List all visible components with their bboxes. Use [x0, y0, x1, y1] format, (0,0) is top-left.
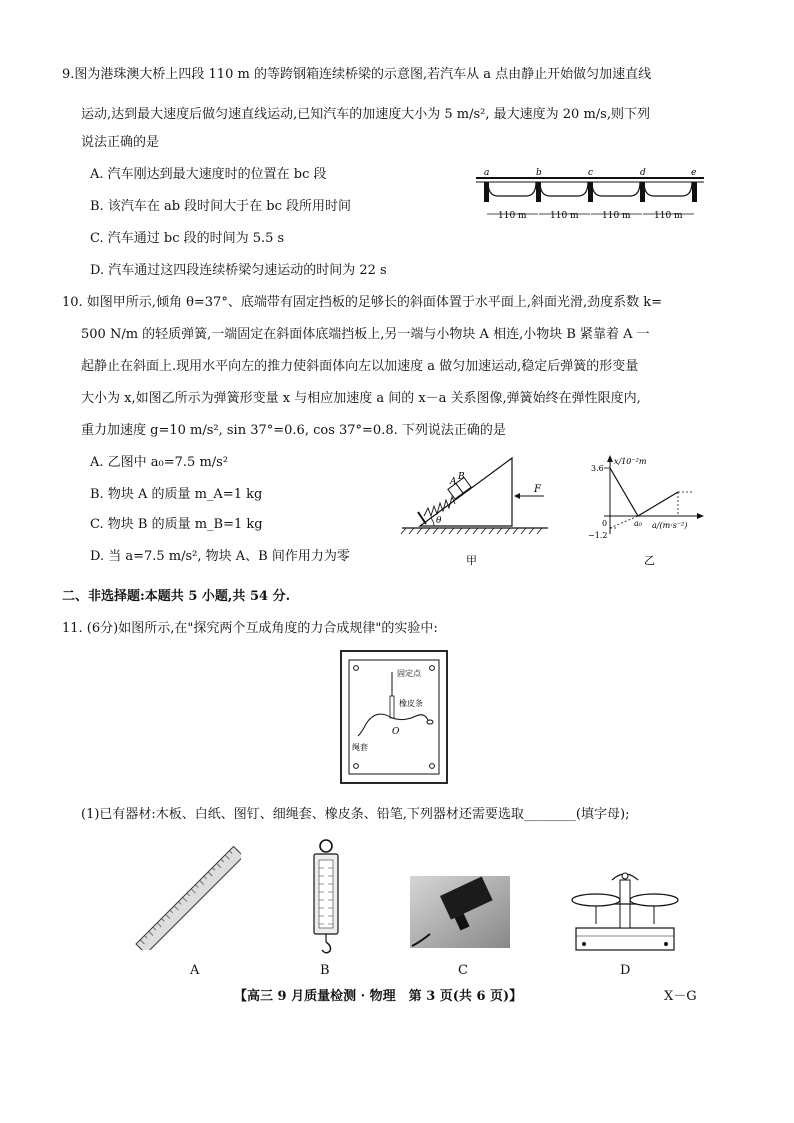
bridge-point-a: a [484, 168, 490, 178]
spring-scale-image [306, 838, 346, 956]
label-rope-loop: 绳套 [352, 743, 368, 752]
footer-code: X－G [664, 989, 697, 1004]
q9-line2: 运动,达到最大速度后做匀速直线运动,已知汽车的加速度大小为 5 m/s², 最大速度为 20 m/s,则下列 [81, 107, 650, 122]
label-rubber-band: 橡皮条 [399, 699, 423, 708]
bridge-point-d: d [640, 168, 646, 178]
footer-title: 【高三 9 月质量检测 · 物理 第 3 页(共 6 页)】 [234, 989, 523, 1004]
q9-line3: 说法正确的是 [81, 135, 160, 150]
q11-sub1: (1)已有器材:木板、白纸、图钉、细绳套、橡皮条、铅笔,下列器材还需要选取________(填字母); [81, 807, 630, 822]
yi-x-axis-label: a/(m·s⁻²) [652, 521, 688, 530]
yi-origin: 0 [602, 519, 608, 528]
label-fixed-point: 固定点 [397, 669, 421, 678]
bridge-span-1: 110 m [498, 211, 527, 221]
bridge-span-3: 110 m [602, 211, 631, 221]
balance-image [562, 866, 688, 956]
yi-tick-top: 3.6 [591, 464, 604, 473]
bridge-span-2: 110 m [550, 211, 579, 221]
q11-line1: 11. (6分)如图所示,在"探究两个互成角度的力合成规律"的实验中: [62, 621, 438, 636]
timer-device-image [410, 876, 510, 948]
bridge-point-c: c [588, 168, 594, 178]
jia-label-f: F [534, 484, 541, 495]
q9-option-c: C. 汽车通过 bc 段的时间为 5.5 s [90, 231, 285, 246]
q9-option-b: B. 该汽车在 ab 段时间大于在 bc 段所用时间 [90, 199, 352, 214]
yi-tick-a0: a₀ [634, 519, 642, 528]
q9-line1: 9.图为港珠澳大桥上四段 110 m 的等跨钢箱连续桥梁的示意图,若汽车从 a 点由静止开始做匀加速直线 [62, 67, 652, 82]
label-point-o: O [392, 727, 400, 737]
jia-label-a: A [450, 477, 457, 487]
q10-option-a: A. 乙图中 a₀=7.5 m/s² [90, 455, 229, 470]
q9-option-d: D. 汽车通过这四段连续桥梁匀速运动的时间为 22 s [90, 263, 387, 278]
ruler-image [126, 840, 241, 950]
yi-tick-bottom: −1.2 [588, 531, 608, 540]
experiment-board [340, 650, 450, 785]
figure-yi-graph [588, 452, 708, 572]
bridge-point-b: b [536, 168, 542, 178]
q9-option-a: A. 汽车刚达到最大速度时的位置在 bc 段 [90, 167, 327, 182]
choice-a-label: A [190, 963, 200, 978]
jia-caption: 甲 [466, 554, 477, 567]
jia-label-b: B [458, 472, 465, 482]
q10-line3: 起静止在斜面上.现用水平向左的推力使斜面体向左以加速度 a 做匀加速运动,稳定后弹簧的形变量 [81, 359, 639, 374]
q10-option-d: D. 当 a=7.5 m/s², 物块 A、B 间作用力为零 [90, 549, 350, 564]
jia-label-theta: θ [436, 516, 442, 526]
section-heading: 二、非选择题:本题共 5 小题,共 54 分. [62, 589, 291, 604]
bridge-diagram [474, 166, 710, 226]
choice-c-label: C [458, 963, 468, 978]
q10-line5: 重力加速度 g=10 m/s², sin 37°=0.6, cos 37°=0.8. 下列说法正确的是 [81, 423, 506, 438]
figure-jia-incline [398, 452, 554, 572]
choice-d-label: D [620, 963, 631, 978]
bridge-point-e: e [691, 168, 697, 178]
yi-caption: 乙 [644, 554, 655, 567]
choice-b-label: B [320, 963, 330, 978]
q10-line1: 10. 如图甲所示,倾角 θ=37°、底端带有固定挡板的足够长的斜面体置于水平面上,斜面光滑,劲度系数 k= [62, 295, 663, 310]
bridge-span-4: 110 m [654, 211, 683, 221]
q10-line2: 500 N/m 的轻质弹簧,一端固定在斜面体底端挡板上,另一端与小物块 A 相连,小物块 B 紧靠着 A 一 [81, 327, 650, 342]
yi-y-axis-label: x/10⁻²m [614, 457, 647, 466]
q10-option-b: B. 物块 A 的质量 m_A=1 kg [90, 487, 263, 502]
q10-line4: 大小为 x,如图乙所示为弹簧形变量 x 与相应加速度 a 间的 x－a 关系图像,弹簧始终在弹性限度内, [81, 391, 641, 406]
q10-option-c: C. 物块 B 的质量 m_B=1 kg [90, 517, 263, 532]
